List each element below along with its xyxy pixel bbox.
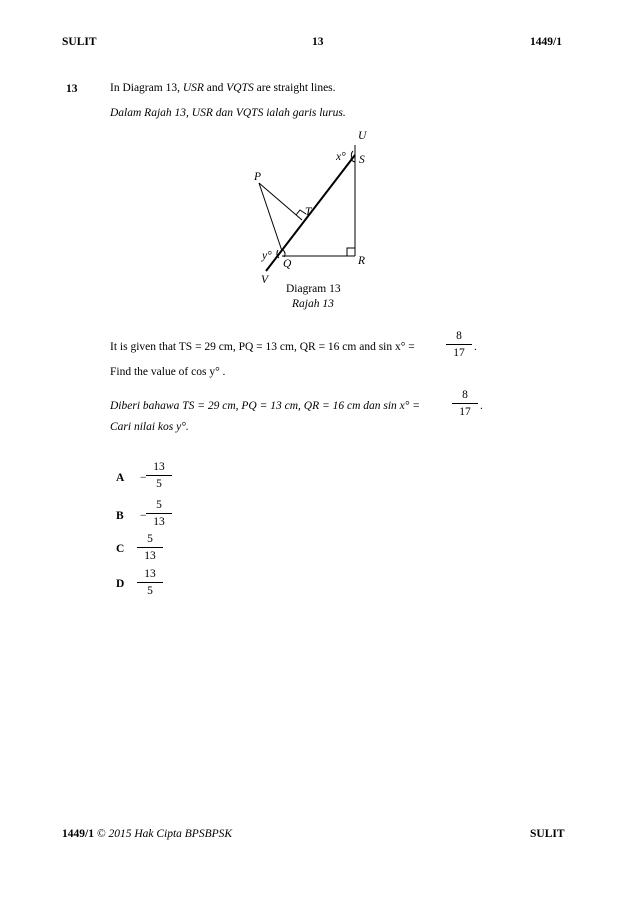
label-t: T bbox=[305, 206, 312, 218]
option-d-den: 5 bbox=[147, 585, 153, 597]
label-q: Q bbox=[283, 258, 292, 270]
footer-code: 1449/1 bbox=[62, 828, 94, 840]
option-a-num: 13 bbox=[153, 461, 165, 473]
diagram-13 bbox=[0, 0, 638, 330]
sin-numerator: 8 bbox=[456, 330, 462, 342]
option-b-sign: − bbox=[140, 510, 147, 522]
option-b-letter[interactable]: B bbox=[116, 510, 124, 522]
question-number: 13 bbox=[66, 83, 78, 95]
sin-fraction-en bbox=[446, 330, 472, 360]
option-b-fraction[interactable] bbox=[146, 499, 172, 529]
intro-usr: USR bbox=[182, 82, 204, 94]
label-y: y° bbox=[262, 250, 272, 262]
option-d-fraction[interactable] bbox=[137, 568, 163, 598]
right-angle-r bbox=[347, 248, 355, 256]
option-a-sign: − bbox=[140, 472, 147, 484]
label-p: P bbox=[254, 171, 262, 183]
intro-text-1: In Diagram 13, bbox=[110, 82, 183, 94]
diagram-caption-en: Diagram 13 bbox=[286, 283, 341, 295]
footer-copyright-text: © 2015 Hak Cipta BPSBPSK bbox=[96, 828, 233, 840]
given-ms: Diberi bahawa TS = 29 cm, PQ = 13 cm, QR = 16 cm dan sin x° = bbox=[110, 400, 421, 412]
footer-sulit: SULIT bbox=[530, 828, 565, 840]
option-c-letter[interactable]: C bbox=[116, 543, 125, 555]
option-c-fraction[interactable] bbox=[137, 533, 163, 563]
option-d-num: 13 bbox=[144, 568, 156, 580]
diagram-caption-ms: Rajah 13 bbox=[292, 298, 334, 310]
sin-fraction-ms bbox=[452, 389, 478, 419]
option-c-den: 13 bbox=[144, 550, 156, 562]
page-number: 13 bbox=[312, 36, 324, 48]
question-intro-ms: Dalam Rajah 13, USR dan VQTS ialah garis lurus. bbox=[110, 107, 346, 119]
footer-copyright bbox=[62, 828, 232, 840]
label-x: x° bbox=[336, 151, 346, 163]
given-en bbox=[110, 341, 415, 353]
intro-text-2: and bbox=[203, 82, 227, 94]
given-en-text: It is given that TS = 29 cm, PQ = 13 cm, QR = 16 cm and sin x° = bbox=[110, 341, 415, 353]
option-b-num: 5 bbox=[156, 499, 162, 511]
option-d-letter[interactable]: D bbox=[116, 578, 125, 590]
option-b-den: 13 bbox=[153, 516, 165, 528]
label-v: V bbox=[261, 274, 269, 286]
label-u: U bbox=[358, 130, 367, 142]
given-en-end: . bbox=[474, 341, 477, 353]
find-en: Find the value of cos y° . bbox=[110, 366, 226, 378]
sin-numerator-ms: 8 bbox=[462, 389, 468, 401]
sin-denominator: 17 bbox=[453, 347, 465, 359]
option-a-den: 5 bbox=[156, 478, 162, 490]
option-c-num: 5 bbox=[147, 533, 153, 545]
sin-denominator-ms: 17 bbox=[459, 406, 471, 418]
label-s: S bbox=[359, 154, 365, 166]
intro-text-3: are straight lines. bbox=[253, 82, 336, 94]
option-a-letter[interactable]: A bbox=[116, 472, 125, 484]
header-sulit: SULIT bbox=[62, 36, 97, 48]
find-ms: Cari nilai kos y°. bbox=[110, 421, 189, 433]
given-ms-end: . bbox=[480, 400, 483, 412]
intro-vqts: VQTS bbox=[226, 82, 254, 94]
label-r: R bbox=[358, 255, 366, 267]
option-a-fraction[interactable] bbox=[146, 461, 172, 491]
header-paper-code: 1449/1 bbox=[530, 36, 562, 48]
